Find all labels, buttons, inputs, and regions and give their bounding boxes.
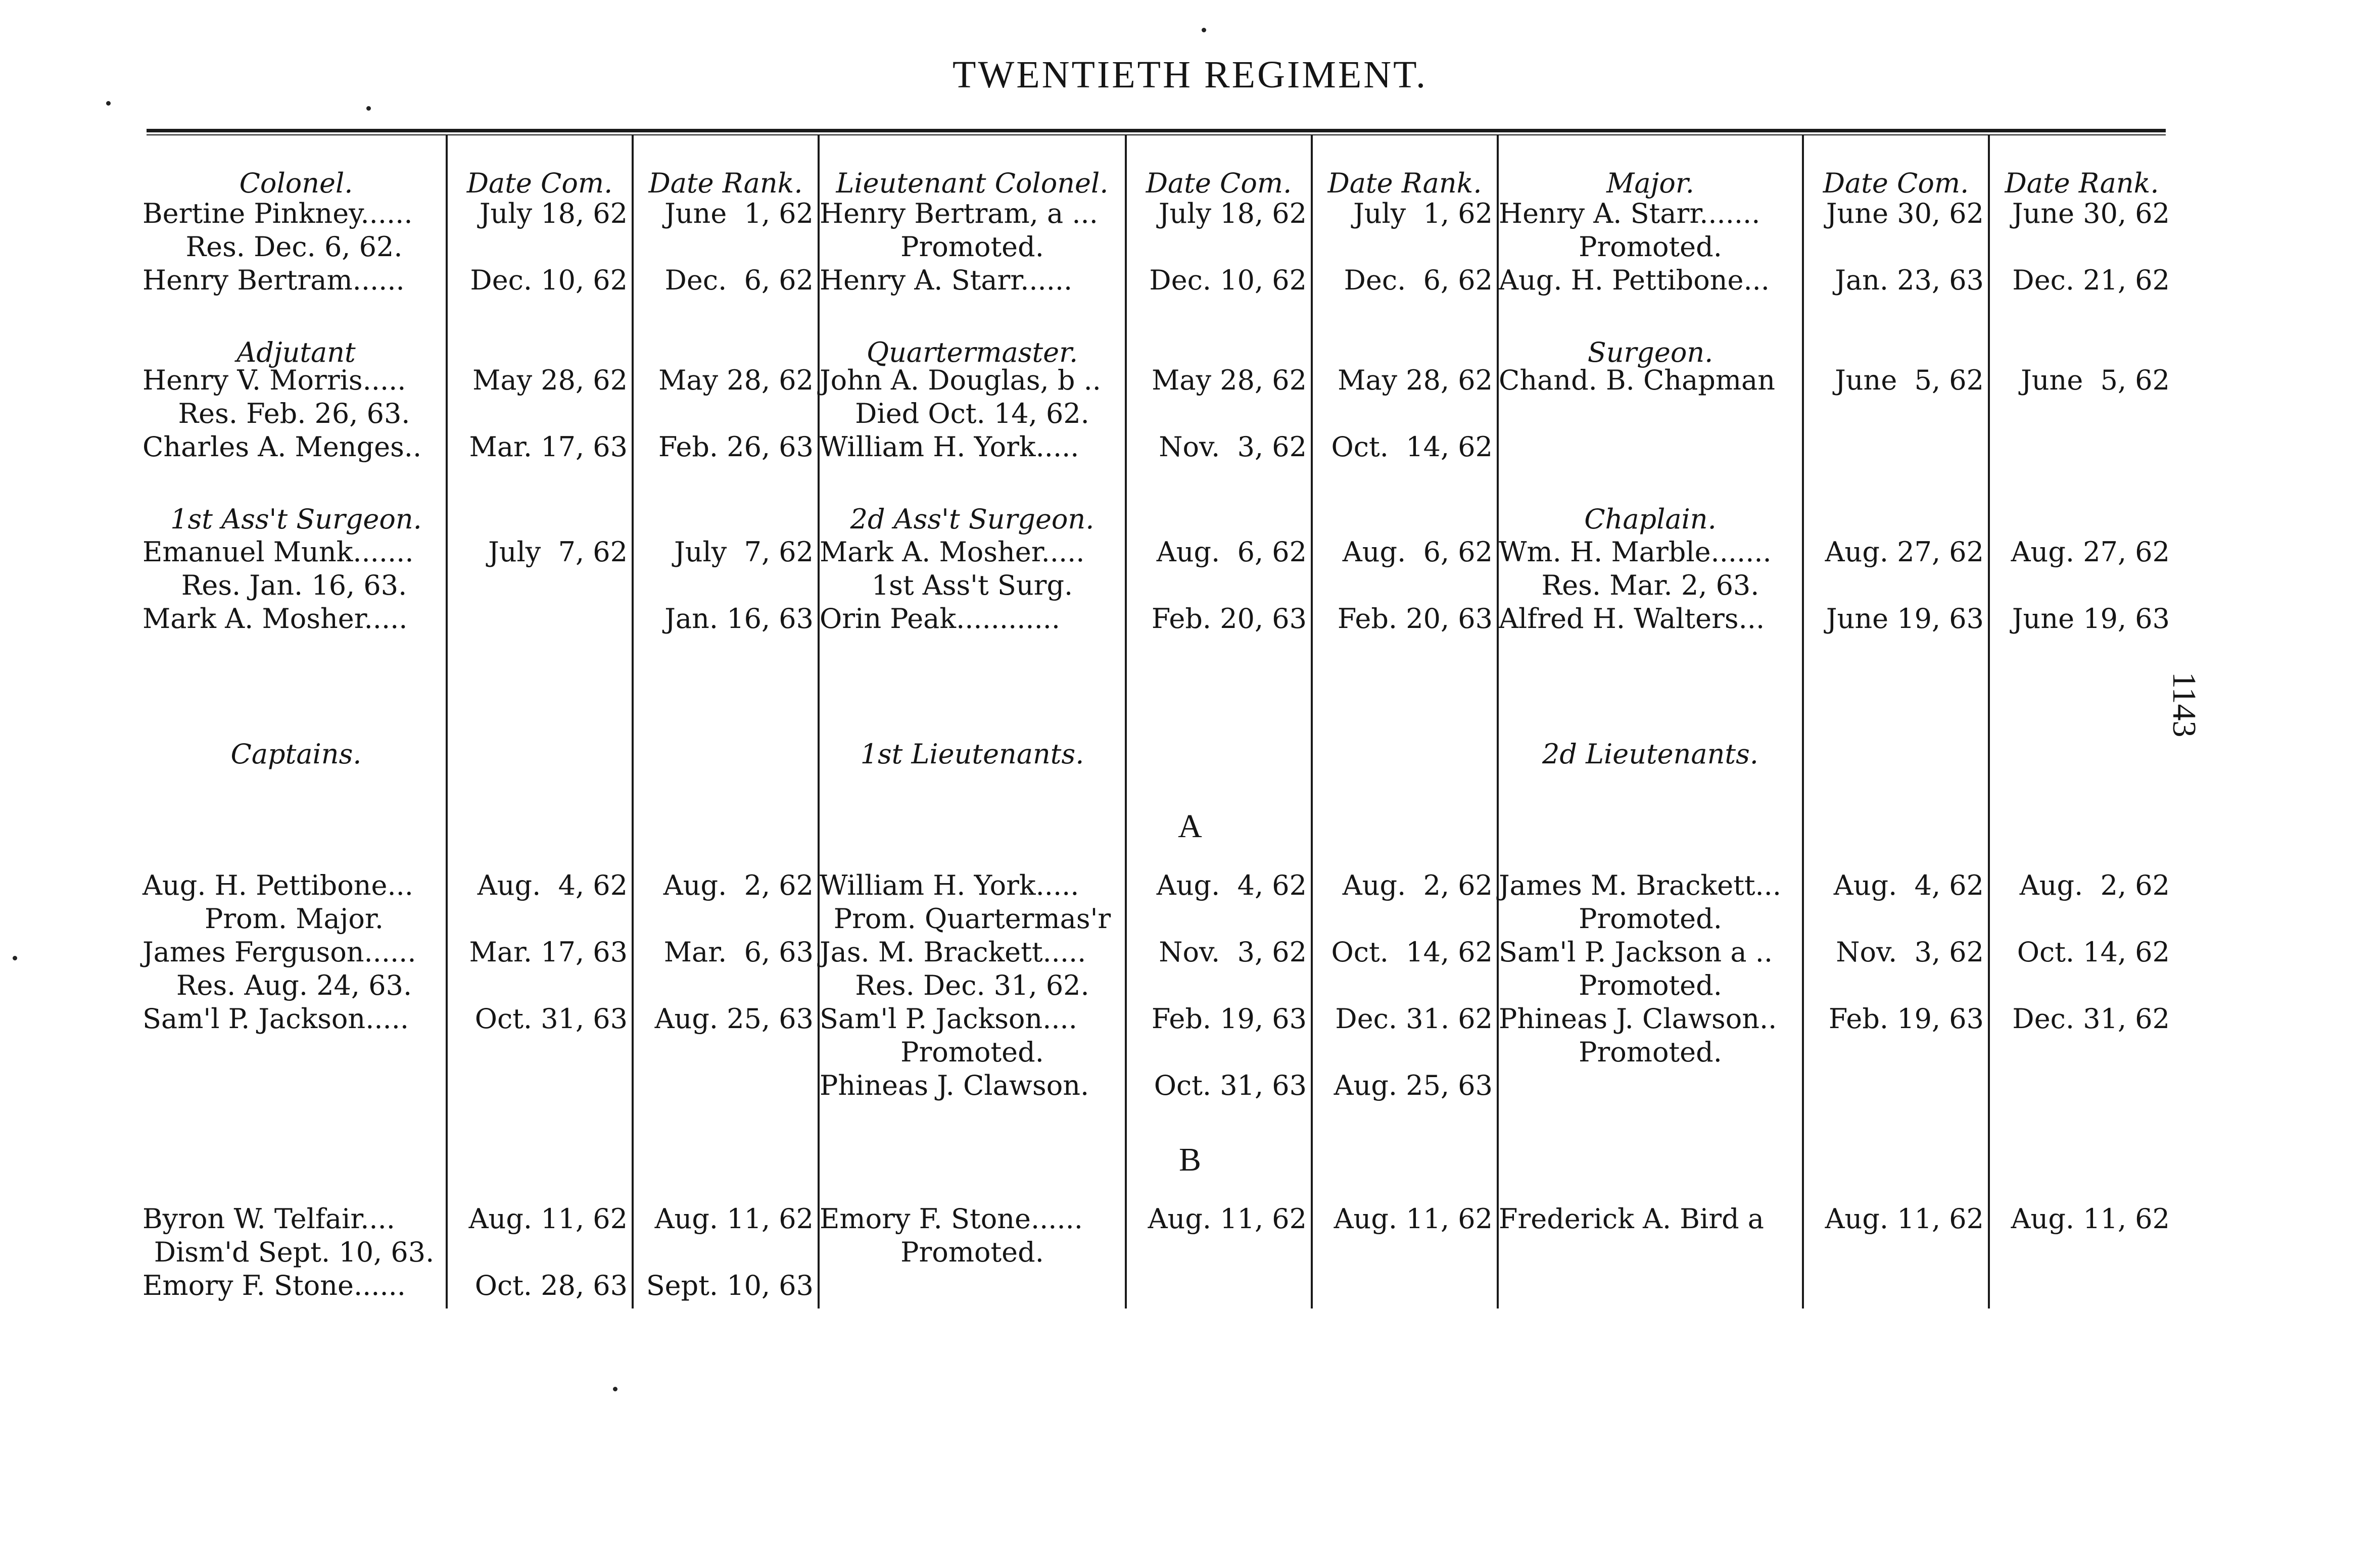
service-note: Promoted. — [1579, 903, 1722, 935]
header-first-lieutenants: 1st Lieutenants. — [860, 738, 1084, 770]
service-note: Died Oct. 14, 62. — [855, 398, 1089, 429]
print-speck — [106, 101, 111, 106]
officer-name: Bertine Pinkney...... — [142, 198, 413, 229]
header-adjutant: Adjutant — [236, 336, 356, 368]
date-rank: Oct. 14, 62 — [1331, 431, 1493, 463]
date-commissioned: May 28, 62 — [1152, 364, 1307, 396]
date-commissioned: Dec. 10, 62 — [470, 264, 628, 296]
print-speck — [13, 956, 17, 960]
date-commissioned: Feb. 19, 63 — [1151, 1003, 1307, 1035]
date-rank: Dec. 21, 62 — [2012, 264, 2170, 296]
date-commissioned: Oct. 31, 63 — [1154, 1070, 1307, 1101]
service-note: Promoted. — [1579, 1036, 1722, 1068]
officer-name: Aug. H. Pettibone... — [142, 869, 413, 901]
date-rank: Feb. 20, 63 — [1337, 603, 1493, 635]
date-commissioned: Aug. 11, 62 — [1148, 1203, 1307, 1235]
date-rank: Aug. 11, 62 — [2011, 1203, 2170, 1235]
date-commissioned: May 28, 62 — [472, 364, 628, 396]
header-rule-thick — [147, 129, 2166, 132]
header-date-com: Date Com. — [1146, 167, 1292, 199]
header-lieutenant-colonel: Lieutenant Colonel. — [836, 167, 1109, 199]
date-commissioned: July 18, 62 — [1158, 198, 1307, 229]
date-commissioned: Feb. 20, 63 — [1151, 603, 1307, 635]
date-commissioned: Aug. 27, 62 — [1825, 536, 1984, 568]
date-rank: Aug. 27, 62 — [2011, 536, 2170, 568]
header-second-lieutenants: 2d Lieutenants. — [1542, 738, 1758, 770]
column-divider — [818, 135, 820, 1308]
date-rank: Oct. 14, 62 — [1331, 936, 1493, 968]
date-rank: Dec. 31, 62 — [2012, 1003, 2170, 1035]
date-rank: June 5, 62 — [2021, 364, 2170, 396]
service-note: Promoted. — [1579, 231, 1722, 263]
officer-name: Henry Bertram...... — [142, 264, 405, 296]
header-second-asst-surgeon: 2d Ass't Surgeon. — [850, 503, 1094, 535]
column-divider — [446, 135, 448, 1308]
company-letter-b: B — [1178, 1141, 1202, 1178]
date-commissioned: Oct. 28, 63 — [474, 1270, 628, 1301]
date-rank: May 28, 62 — [1338, 364, 1493, 396]
date-rank: Dec. 31. 62 — [1335, 1003, 1493, 1035]
officer-name: Henry V. Morris..... — [142, 364, 406, 396]
officer-name: Phineas J. Clawson. — [820, 1070, 1089, 1101]
date-commissioned: Aug. 4, 62 — [1833, 869, 1984, 901]
service-note: Res. Dec. 31, 62. — [855, 969, 1089, 1001]
date-commissioned: Oct. 31, 63 — [474, 1003, 628, 1035]
date-rank: July 1, 62 — [1353, 198, 1493, 229]
officer-name: William H. York..... — [820, 431, 1079, 463]
date-commissioned: Aug. 11, 62 — [468, 1203, 628, 1235]
header-date-rank: Date Rank. — [1327, 167, 1482, 199]
column-divider — [1125, 135, 1127, 1308]
officer-name: Aug. H. Pettibone... — [1499, 264, 1770, 296]
page-number: 1143 — [2166, 672, 2203, 738]
column-divider — [1311, 135, 1313, 1308]
service-note: Res. Mar. 2, 63. — [1541, 569, 1759, 601]
date-commissioned: Jan. 23, 63 — [1835, 264, 1984, 296]
officer-name: Henry A. Starr....... — [1499, 198, 1760, 229]
header-date-com: Date Com. — [1823, 167, 1969, 199]
header-first-asst-surgeon: 1st Ass't Surgeon. — [170, 503, 422, 535]
service-note: Promoted. — [900, 1236, 1044, 1268]
date-commissioned: June 19, 63 — [1826, 603, 1984, 635]
date-rank: June 19, 63 — [2012, 603, 2170, 635]
header-major: Major. — [1606, 167, 1694, 199]
print-speck — [366, 106, 371, 111]
header-chaplain: Chaplain. — [1584, 503, 1717, 535]
date-rank: July 7, 62 — [674, 536, 814, 568]
officer-name: Emory F. Stone...... — [820, 1203, 1083, 1235]
date-rank: Dec. 6, 62 — [664, 264, 814, 296]
date-commissioned: July 18, 62 — [479, 198, 628, 229]
date-rank: Aug. 11, 62 — [654, 1203, 814, 1235]
date-commissioned: Mar. 17, 63 — [469, 936, 628, 968]
service-note: Prom. Quartermas'r — [833, 903, 1111, 935]
officer-name: Emanuel Munk....... — [142, 536, 414, 568]
date-rank: June 1, 62 — [664, 198, 814, 229]
date-commissioned: Feb. 19, 63 — [1828, 1003, 1984, 1035]
date-rank: Aug. 2, 62 — [1342, 869, 1493, 901]
officer-name: James M. Brackett... — [1499, 869, 1782, 901]
officer-name: Alfred H. Walters... — [1499, 603, 1765, 635]
officer-name: Henry Bertram, a ... — [820, 198, 1098, 229]
date-commissioned: Aug. 11, 62 — [1825, 1203, 1984, 1235]
service-note: Dism'd Sept. 10, 63. — [154, 1236, 435, 1268]
service-note: Res. Jan. 16, 63. — [181, 569, 407, 601]
officer-name: John A. Douglas, b .. — [820, 364, 1101, 396]
header-date-rank: Date Rank. — [648, 167, 803, 199]
date-rank: June 30, 62 — [2012, 198, 2170, 229]
service-note: Promoted. — [1579, 969, 1722, 1001]
officer-name: Mark A. Mosher..... — [820, 536, 1085, 568]
officer-name: Byron W. Telfair.... — [142, 1203, 395, 1235]
date-commissioned: Dec. 10, 62 — [1149, 264, 1307, 296]
officer-name: Charles A. Menges.. — [142, 431, 422, 463]
header-date-rank: Date Rank. — [2005, 167, 2159, 199]
print-speck — [1202, 28, 1206, 32]
column-divider — [1802, 135, 1804, 1308]
date-commissioned: June 5, 62 — [1835, 364, 1984, 396]
officer-name: James Ferguson...... — [142, 936, 416, 968]
date-commissioned: July 7, 62 — [488, 536, 628, 568]
date-rank: Aug. 2, 62 — [663, 869, 814, 901]
officer-name: Wm. H. Marble....... — [1499, 536, 1772, 568]
service-note: 1st Ass't Surg. — [871, 569, 1073, 601]
date-rank: Aug. 11, 62 — [1334, 1203, 1493, 1235]
officer-name: Phineas J. Clawson.. — [1499, 1003, 1777, 1035]
officer-name: Henry A. Starr...... — [820, 264, 1073, 296]
date-commissioned: June 30, 62 — [1826, 198, 1984, 229]
header-colonel: Colonel. — [239, 167, 353, 199]
service-note: Res. Dec. 6, 62. — [185, 231, 403, 263]
date-rank: May 28, 62 — [658, 364, 814, 396]
header-date-com: Date Com. — [466, 167, 613, 199]
officer-name: William H. York..... — [820, 869, 1079, 901]
officer-name: Sam'l P. Jackson.... — [820, 1003, 1077, 1035]
header-surgeon: Surgeon. — [1587, 336, 1713, 368]
officer-name: Orin Peak............ — [820, 603, 1061, 635]
date-commissioned: Nov. 3, 62 — [1159, 431, 1307, 463]
service-note: Promoted. — [900, 1036, 1044, 1068]
date-commissioned: Aug. 4, 62 — [1156, 869, 1307, 901]
officer-name: Chand. B. Chapman — [1499, 364, 1776, 396]
column-divider — [1988, 135, 1990, 1308]
date-commissioned: Nov. 3, 62 — [1836, 936, 1984, 968]
date-rank: Aug. 6, 62 — [1342, 536, 1493, 568]
date-commissioned: Mar. 17, 63 — [469, 431, 628, 463]
date-commissioned: Aug. 6, 62 — [1156, 536, 1307, 568]
page-title: TWENTIETH REGIMENT. — [953, 54, 1427, 96]
officer-name: Frederick A. Bird a — [1499, 1203, 1764, 1235]
officer-name: Emory F. Stone...... — [142, 1270, 406, 1301]
print-speck — [613, 1387, 617, 1391]
date-commissioned: Aug. 4, 62 — [477, 869, 628, 901]
header-quartermaster: Quartermaster. — [866, 336, 1078, 368]
date-commissioned: Nov. 3, 62 — [1159, 936, 1307, 968]
header-rule-thin — [147, 134, 2166, 135]
column-divider — [632, 135, 634, 1308]
officer-name: Jas. M. Brackett..... — [820, 936, 1086, 968]
date-rank: Aug. 25, 63 — [1334, 1070, 1493, 1101]
date-rank: Feb. 26, 63 — [658, 431, 814, 463]
column-divider — [1497, 135, 1499, 1308]
company-letter-a: A — [1178, 808, 1202, 845]
date-rank: Dec. 6, 62 — [1344, 264, 1493, 296]
date-rank: Mar. 6, 63 — [663, 936, 814, 968]
service-note: Promoted. — [900, 231, 1044, 263]
date-rank: Aug. 25, 63 — [654, 1003, 814, 1035]
officer-name: Mark A. Mosher..... — [142, 603, 408, 635]
officer-name: Sam'l P. Jackson a .. — [1499, 936, 1773, 968]
date-rank: Jan. 16, 63 — [664, 603, 814, 635]
service-note: Prom. Major. — [205, 903, 384, 935]
date-rank: Sept. 10, 63 — [646, 1270, 814, 1301]
service-note: Res. Feb. 26, 63. — [178, 398, 410, 429]
date-rank: Aug. 2, 62 — [2019, 869, 2170, 901]
header-captains: Captains. — [230, 738, 362, 770]
service-note: Res. Aug. 24, 63. — [176, 969, 412, 1001]
date-rank: Oct. 14, 62 — [2017, 936, 2170, 968]
officer-name: Sam'l P. Jackson..... — [142, 1003, 409, 1035]
